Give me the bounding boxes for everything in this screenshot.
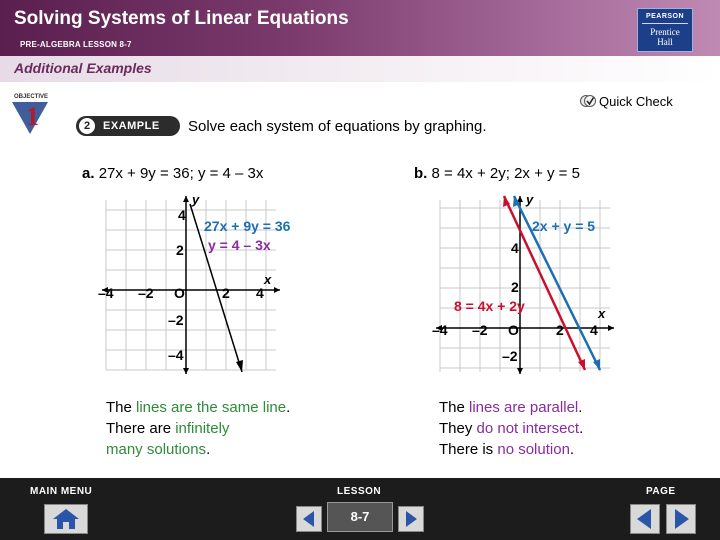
- tick-x-neg2: –2: [138, 285, 154, 301]
- tick-x-neg4: –4: [432, 322, 448, 338]
- tick-x-neg4: –4: [98, 285, 114, 301]
- main-menu-label: MAIN MENU: [30, 486, 93, 497]
- objective-number: 1: [26, 102, 39, 131]
- problem-a: [82, 165, 263, 182]
- objective-label: OBJECTIVE: [14, 94, 49, 100]
- page-label: PAGE: [646, 486, 676, 497]
- problem-a-eq2: y = 4 – 3x: [197, 165, 264, 182]
- tick-x-2: 2: [222, 285, 230, 301]
- tick-y-neg2: –2: [502, 348, 518, 364]
- problem-a-eq1: 27x + 9y = 36;: [98, 165, 194, 182]
- problem-b-letter: b.: [414, 165, 428, 182]
- quick-check-link[interactable]: [580, 92, 673, 110]
- lesson-subtitle: PRE-ALGEBRA LESSON 8-7: [20, 40, 132, 49]
- page-next-button[interactable]: [666, 504, 696, 534]
- tick-x-4: 4: [590, 322, 598, 338]
- lesson-prev-button[interactable]: [296, 506, 322, 532]
- example-badge: [76, 116, 180, 136]
- origin-label: O: [508, 322, 519, 338]
- tick-y-2: 2: [176, 242, 184, 258]
- tick-x-neg2: –2: [472, 322, 488, 338]
- conclusion-a: The lines are the same line. There are infinitely many solutions.: [106, 399, 291, 458]
- tick-x-2: 2: [556, 322, 564, 338]
- problem-a-letter: a.: [82, 165, 95, 182]
- conclusion-b-highlight-3: no solution: [497, 441, 570, 458]
- publisher-logo: [637, 8, 693, 52]
- objective-badge: [8, 94, 64, 136]
- axis-x-label: x: [598, 306, 606, 321]
- graph-a: [96, 192, 296, 376]
- quick-check-label: Quick Check: [599, 93, 673, 109]
- lesson-next-button[interactable]: [398, 506, 424, 532]
- section-label: Additional Examples: [14, 60, 152, 76]
- conclusion-a-highlight-2: infinitely: [175, 420, 230, 437]
- tick-y-neg2: –2: [168, 312, 184, 328]
- conclusion-a-highlight-1: lines are the same line: [136, 399, 287, 416]
- arrow-left-icon: [631, 505, 659, 533]
- tick-y-4: 4: [178, 207, 186, 223]
- axis-y-label: y: [192, 192, 200, 207]
- problem-b: [414, 165, 580, 182]
- footer-nav: [0, 478, 720, 540]
- example-number: 2: [79, 118, 95, 134]
- conclusion-a-highlight-3: many solutions: [106, 441, 207, 458]
- arrow-left-icon: [297, 507, 321, 531]
- axis-x-label: x: [264, 272, 272, 287]
- graph-b-label-1: 2x + y = 5: [532, 218, 596, 234]
- tick-x-4: 4: [256, 285, 264, 301]
- page-prev-button[interactable]: [630, 504, 660, 534]
- arrow-right-icon: [667, 505, 695, 533]
- origin-label: O: [174, 285, 185, 301]
- conclusion-b-highlight-2: do not intersect: [476, 420, 580, 437]
- section-band: [0, 56, 720, 82]
- logo-top-text: PEARSON: [645, 13, 685, 20]
- tick-y-4: 4: [511, 240, 519, 256]
- home-icon: [45, 505, 87, 533]
- problem-b-eq2: 2x + y = 5: [514, 165, 580, 182]
- page-title: Solving Systems of Linear Equations: [14, 8, 349, 29]
- example-instruction: Solve each system of equations by graphing.: [188, 118, 487, 135]
- tick-y-neg4: –4: [168, 347, 184, 363]
- lesson-label: LESSON: [337, 486, 382, 497]
- graph-a-label-2: y = 4 – 3x: [208, 237, 271, 253]
- axis-y-label: y: [526, 192, 534, 207]
- lesson-number[interactable]: 8-7: [327, 502, 393, 532]
- graph-b-label-2: 8 = 4x + 2y: [454, 298, 525, 314]
- graph-b: [432, 192, 622, 376]
- example-word: EXAMPLE: [103, 120, 160, 132]
- graph-a-label-1: 27x + 9y = 36: [204, 218, 291, 234]
- conclusion-b: The lines are parallel. They do not intersect. There is no solution.: [439, 399, 584, 458]
- title-bar: [0, 0, 720, 56]
- checkmark-circle-icon: [580, 94, 596, 108]
- arrow-right-icon: [399, 507, 423, 531]
- conclusion-b-highlight-1: lines are parallel: [469, 399, 579, 416]
- logo-line2: Hall: [657, 37, 673, 47]
- home-button[interactable]: [44, 504, 88, 534]
- problem-b-eq1: 8 = 4x + 2y;: [431, 165, 510, 182]
- tick-y-2: 2: [511, 279, 519, 295]
- logo-line1: Prentice: [650, 27, 680, 37]
